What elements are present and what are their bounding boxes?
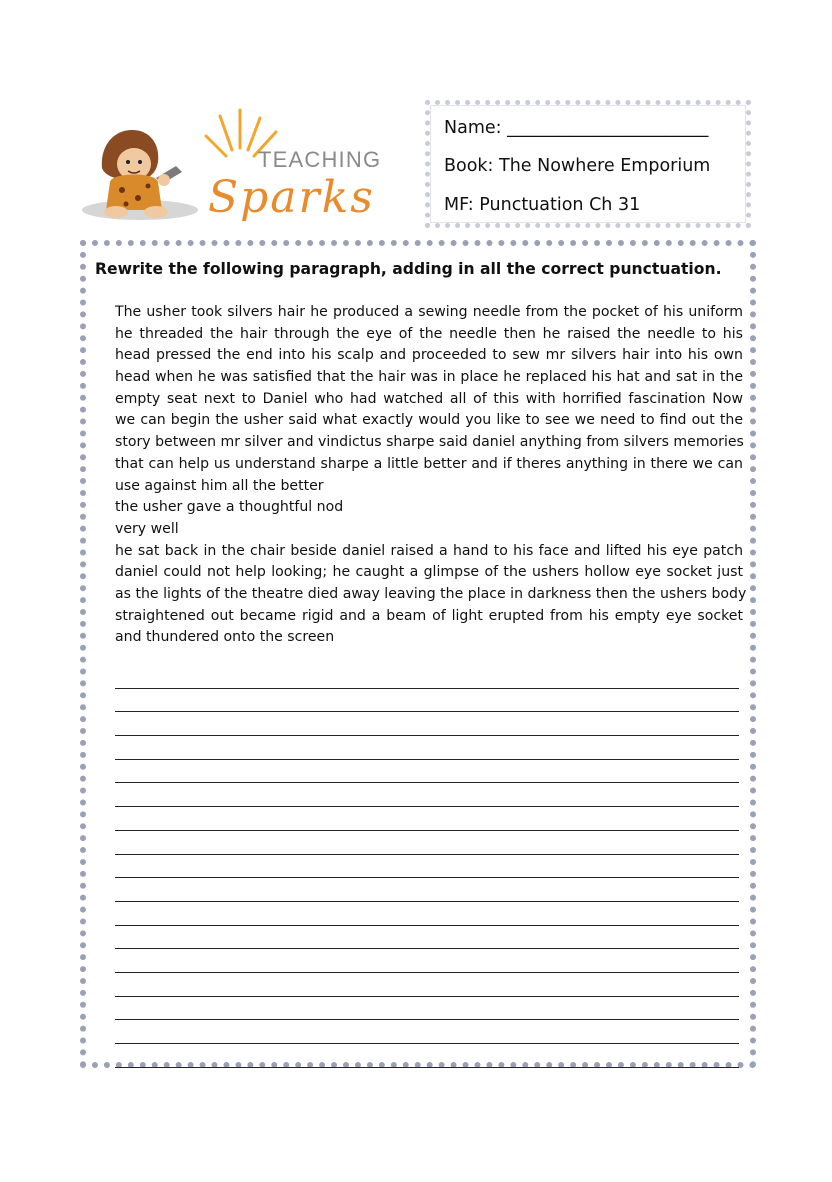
student-info-box: [425, 100, 751, 228]
book-title: Book: The Nowhere Emporium: [444, 156, 711, 176]
writing-line[interactable]: [115, 1020, 739, 1044]
name-field[interactable]: Name: _______________________: [444, 118, 709, 138]
passage-line: head when he was satisfied that the hair was in place he replaced his hat and sat in the: [115, 369, 743, 386]
writing-line[interactable]: [115, 997, 739, 1021]
writing-line[interactable]: [115, 689, 739, 713]
instruction-heading: Rewrite the following paragraph, adding in all the correct punctuation.: [95, 260, 722, 278]
worksheet-box: [80, 240, 756, 1068]
answer-writing-area[interactable]: [115, 665, 739, 1068]
passage-line: as the lights of the theatre died away leaving the place in darkness then the ushers body: [115, 585, 747, 602]
writing-line[interactable]: [115, 760, 739, 784]
passage-line: head pressed the end into his scalp and proceeded to sew mr silvers hair into his own: [115, 347, 743, 364]
writing-line[interactable]: [115, 1044, 739, 1068]
passage-line: he sat back in the chair beside daniel raised a hand to his face and lifted his eye patch: [115, 542, 743, 559]
writing-line[interactable]: [115, 926, 739, 950]
writing-line[interactable]: [115, 712, 739, 736]
passage-line: story between mr silver and vindictus sharpe said daniel anything from silvers memories: [115, 434, 744, 451]
writing-line[interactable]: [115, 902, 739, 926]
passage-line: daniel could not help looking; he caught a glimpse of the ushers hollow eye socket just: [115, 564, 743, 581]
passage-line: the usher gave a thoughtful nod: [115, 499, 344, 516]
writing-line[interactable]: [115, 736, 739, 760]
passage-line: empty seat next to Daniel who had watched all of this with horrified fascination Now: [115, 390, 743, 407]
passage-line: very well: [115, 520, 179, 537]
brand-line-2: Sparks: [208, 172, 375, 223]
writing-line[interactable]: [115, 831, 739, 855]
passage-line: we can begin the usher said what exactly would you like to see we need to find out the: [115, 412, 743, 429]
writing-line[interactable]: [115, 949, 739, 973]
passage-line: he threaded the hair through the eye of the needle then he raised the needle to his: [115, 325, 743, 342]
writing-line[interactable]: [115, 855, 739, 879]
teaching-sparks-logo: [80, 108, 390, 226]
topic-label: MF: Punctuation Ch 31: [444, 195, 641, 215]
writing-line[interactable]: [115, 973, 739, 997]
brand-line-1: TEACHING: [258, 147, 382, 172]
writing-line[interactable]: [115, 783, 739, 807]
passage-line: straightened out became rigid and a beam of light erupted from his empty eye socket: [115, 607, 743, 624]
writing-line[interactable]: [115, 807, 739, 831]
writing-line[interactable]: [115, 878, 739, 902]
passage-line: The usher took silvers hair he produced a sewing needle from the pocket of his uniform: [115, 304, 743, 320]
writing-line[interactable]: [115, 665, 739, 689]
passage-line: and thundered onto the screen: [115, 629, 335, 646]
passage-text: [115, 302, 747, 649]
passage-line: that can help us understand sharpe a little better and if theres anything in there we can: [115, 455, 743, 472]
passage-line: use against him all the better: [115, 477, 324, 494]
